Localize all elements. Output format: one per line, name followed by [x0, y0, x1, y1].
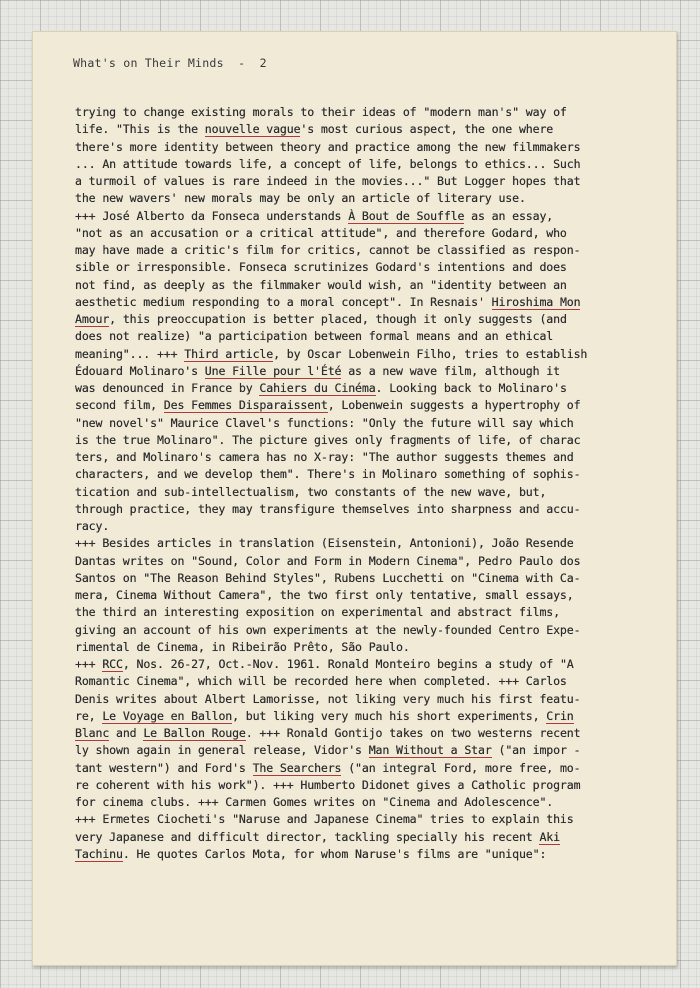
underlined-title: Tachinu [75, 846, 123, 861]
text-segment: is the true Molinaro". The picture gives only fragments of life, of charac [75, 432, 581, 447]
text-segment: . +++ Ronald Gontijo takes on two westerns recent [245, 726, 581, 740]
text-line [75, 294, 665, 311]
text-segment: life. "This is the [75, 122, 205, 137]
text-segment: does not realize) "a participation between formal means and an ethical [75, 329, 554, 344]
underlined-title: Blanc [75, 726, 110, 740]
text-segment: Santos on "The Reason Behind Styles", Rubens Lucchetti on "Cinema with Ca- [75, 570, 581, 585]
text-segment: , this preoccupation is better placed, though it only suggests (and [109, 312, 567, 326]
text-line [75, 190, 665, 207]
text-segment: second film, [75, 398, 164, 413]
underlined-title: Hiroshima Mon [491, 294, 581, 309]
text-line [75, 656, 665, 673]
typewritten-page [32, 31, 677, 966]
text-line [75, 277, 665, 294]
underlined-title: À Bout de Souffle [348, 208, 465, 223]
text-line [75, 208, 665, 225]
text-segment: ("an integral Ford, more free, mo- [341, 760, 581, 775]
text-segment: the third an interesting exposition on experimental and abstract films, [75, 605, 560, 620]
underlined-title: Cahiers du Cinéma [259, 381, 376, 395]
text-line [75, 432, 665, 449]
text-line [75, 259, 665, 276]
text-line [75, 570, 665, 587]
text-line [75, 173, 665, 190]
text-line [75, 691, 665, 708]
text-line [75, 311, 665, 328]
text-line [75, 139, 665, 156]
underlined-title: Une Fille pour l'Été [204, 363, 342, 378]
underlined-title: Aki [539, 829, 560, 844]
text-segment: not find, as deeply as the filmmaker would wish, an "identity between an [75, 277, 567, 292]
text-segment: there's more identity between theory and practice among the new filmmakers [75, 139, 581, 154]
underlined-title: Le Ballon Rouge [143, 726, 246, 740]
text-segment: for cinema clubs. +++ Carmen Gomes writes on "Cinema and Adolescence". [75, 795, 554, 809]
text-segment: was denounced in France by [75, 381, 260, 395]
text-segment: , Lobenwein suggests a hypertrophy of [327, 398, 581, 413]
underlined-title: Le Voyage en Ballon [102, 708, 233, 723]
text-line [75, 725, 665, 742]
text-line [75, 346, 665, 363]
text-segment: Édouard Molinaro's [75, 363, 205, 378]
text-segment: ly shown again in general release, Vidor's [75, 743, 369, 758]
text-line [75, 363, 665, 380]
text-segment: through practice, they may transfigure themselves into sharpness and accu- [75, 501, 581, 516]
text-segment: . He quotes Carlos Mota, for whom Naruse's films are "unique": [122, 846, 547, 861]
text-segment: , Nos. 26-27, Oct.-Nov. 1961. Ronald Monteiro begins a study of "A [122, 657, 574, 671]
text-segment: trying to change existing morals to their ideas of "modern man's" way of [75, 105, 567, 119]
text-line [75, 484, 665, 501]
text-segment: tant western") and Ford's [75, 760, 253, 775]
text-segment: +++ Besides articles in translation (Eisenstein, Antonioni), João Resende [75, 536, 574, 551]
text-line [75, 242, 665, 259]
text-segment: characters, and we develop them". There's in Molinaro something of sophis- [75, 467, 581, 482]
text-line [75, 104, 665, 121]
text-line [75, 794, 665, 811]
text-segment: "not as an accusation or a critical attitude", and therefore Godard, who [75, 225, 567, 240]
text-segment: mera, Cinema Without Camera", the two first only tentative, small essays, [75, 588, 574, 602]
text-segment: Denis writes about Albert Lamorisse, not liking very much his first featu- [75, 691, 581, 706]
text-line [75, 380, 665, 397]
text-segment: ... An attitude towards life, a concept of life, belongs to ethics... Such [75, 156, 581, 171]
underlined-title: Man Without a Star [368, 743, 492, 758]
text-line [75, 415, 665, 432]
underlined-title: Third article [184, 346, 274, 361]
text-line [75, 518, 665, 535]
text-segment: re, [75, 708, 103, 723]
text-segment: and [109, 726, 144, 740]
text-line [75, 673, 665, 690]
text-line [75, 622, 665, 639]
text-segment: , by Oscar Lobenwein Filho, tries to establish [273, 346, 588, 361]
text-segment: "new novel's" Maurice Clavel's functions: "Only the future will say which [75, 415, 574, 430]
text-line [75, 501, 665, 518]
text-segment: , but liking very much his short experiments, [232, 708, 547, 723]
text-segment: giving an account of his own experiments at the newly-founded Centro Expe- [75, 622, 581, 637]
text-line [75, 760, 665, 777]
underlined-title: RCC [102, 657, 123, 671]
text-line [75, 466, 665, 483]
text-segment: Dantas writes on "Sound, Color and Form in Modern Cinema", Pedro Paulo dos [75, 553, 581, 568]
text-line [75, 449, 665, 466]
text-segment: meaning"... +++ [75, 346, 185, 361]
text-line [75, 121, 665, 138]
text-line [75, 604, 665, 621]
text-segment: re coherent with his work"). +++ Humberto Didonet gives a Catholic program [75, 777, 581, 792]
underlined-title: nouvelle vague [204, 122, 301, 137]
text-segment: very Japanese and difficult director, tackling specially his recent [75, 829, 540, 844]
text-segment: . Looking back to Molinaro's [375, 381, 567, 395]
text-segment: ters, and Molinaro's camera has no X-ray: "The author suggests themes and [75, 450, 574, 464]
text-segment: racy. [75, 519, 110, 533]
text-line [75, 742, 665, 759]
page-header: What's on Their Minds - 2 [73, 56, 267, 70]
text-segment: a turmoil of values is rare indeed in the movies..." But Logger hopes that [75, 174, 581, 188]
underlined-title: The Searchers [252, 760, 342, 775]
text-line [75, 811, 665, 828]
text-segment: as an essay, [464, 208, 554, 223]
underlined-title: Crin [546, 708, 574, 723]
text-segment: as a new wave film, although it [341, 363, 560, 378]
text-segment: may have made a critic's film for critics, cannot be classified as respon- [75, 243, 581, 257]
text-line [75, 587, 665, 604]
text-segment: +++ José Alberto da Fonseca understands [75, 208, 349, 223]
text-line [75, 846, 665, 863]
text-line [75, 708, 665, 725]
text-line [75, 225, 665, 242]
text-line [75, 829, 665, 846]
page-body [75, 104, 665, 863]
text-segment: +++ Ermetes Ciocheti's "Naruse and Japanese Cinema" tries to explain this [75, 812, 574, 827]
text-segment: 's most curious aspect, the one where [300, 122, 554, 137]
text-segment: +++ [75, 657, 103, 671]
text-line [75, 777, 665, 794]
underlined-title: Amour [75, 312, 110, 326]
text-segment: aesthetic medium responding to a moral concept". In Resnais' [75, 294, 492, 309]
text-line [75, 535, 665, 552]
text-line [75, 639, 665, 656]
text-segment: Romantic Cinema", which will be recorded here when completed. +++ Carlos [75, 674, 567, 689]
text-line [75, 328, 665, 345]
underlined-title: Des Femmes Disparaissent [163, 398, 328, 413]
text-line [75, 397, 665, 414]
text-segment: sible or irresponsible. Fonseca scrutinizes Godard's intentions and does [75, 260, 567, 275]
text-segment: tication and sub-intellectualism, two constants of the new wave, but, [75, 484, 547, 499]
text-segment: the new wavers' new morals may be only an article of literary use. [75, 191, 526, 206]
text-segment: rimental de Cinema, in Ribeirão Prêto, São Paulo. [75, 639, 410, 654]
text-line [75, 553, 665, 570]
text-line [75, 156, 665, 173]
text-segment: ("an impor - [491, 743, 581, 758]
